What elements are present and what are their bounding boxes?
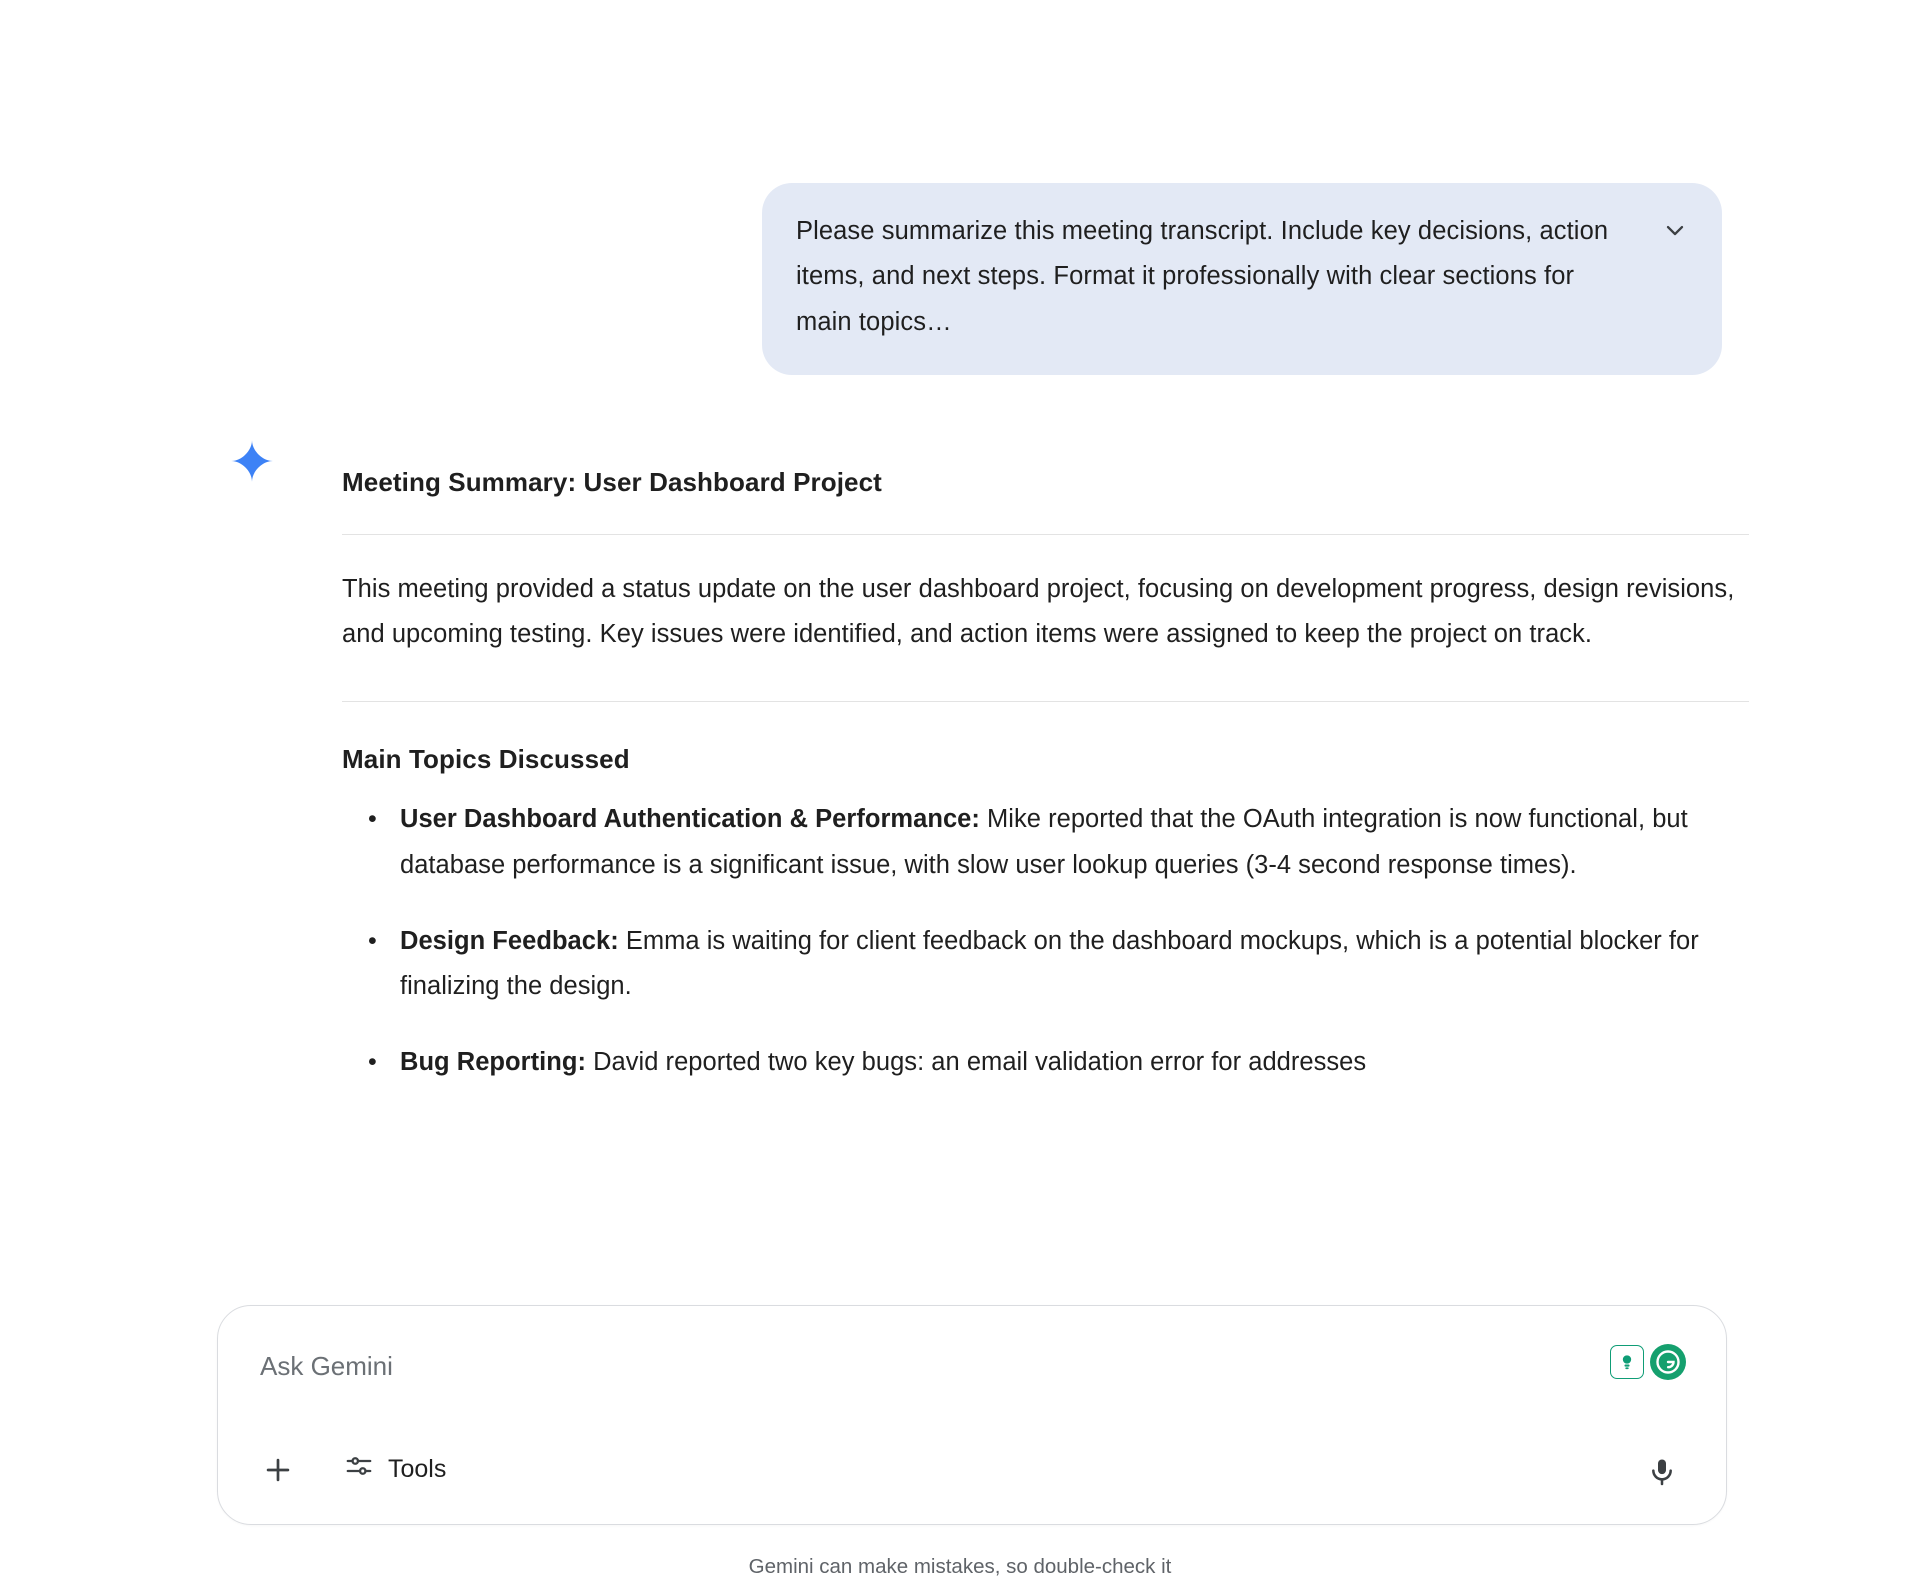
composer-container: [217, 1305, 1727, 1525]
response-overview: This meeting provided a status update on the user dashboard project, focusing on development progress, design revisions, and upcoming testing. Key issues were identified, and action items were assigned to keep the project on track.: [342, 575, 1735, 649]
user-message-row: [0, 0, 1920, 375]
tools-label: Tools: [388, 1455, 447, 1483]
plus-icon[interactable]: [254, 1446, 302, 1494]
scroll-fade-overlay: [0, 1170, 1920, 1300]
search-input[interactable]: [258, 1350, 1438, 1383]
grammarly-suggestion-icon[interactable]: [1610, 1345, 1644, 1379]
bullet-text: Emma is waiting for client feedback on the dashboard mockups, which is a potential blocker for finalizing the design.: [400, 926, 1699, 1001]
user-message-text: Please summarize this meeting transcript. Include key decisions, action items, and next steps. Format it professionally with clear sections for main topics…: [796, 217, 1609, 336]
bullet-lead: User Dashboard Authentication & Performance:: [400, 805, 980, 834]
chevron-down-icon[interactable]: [1658, 213, 1692, 247]
assistant-response-body: [342, 437, 1750, 1115]
bullet-lead: Design Feedback:: [400, 926, 619, 955]
bullet-text: David reported two key bugs: an email validation error for addresses: [585, 1047, 1367, 1076]
assistant-message-row: [0, 375, 1920, 1115]
divider-bottom: [342, 701, 1749, 702]
tools-button[interactable]: [332, 1443, 458, 1496]
section-heading-main-topics: Main Topics Discussed: [342, 744, 630, 775]
bullet-text: Mike reported that the OAuth integration is now functional, but database performance is a significant issue, with slow user lookup queries (3-4 second response times).: [400, 805, 1688, 880]
grammarly-cluster: [1610, 1344, 1686, 1380]
divider-top: [342, 534, 1749, 535]
tools-sliders-icon: [344, 1451, 374, 1488]
list-item: [400, 1040, 1750, 1086]
list-item: [400, 919, 1750, 1010]
response-title: Meeting Summary: User Dashboard Project: [342, 467, 882, 498]
composer[interactable]: [217, 1305, 1727, 1525]
gemini-sparkle-icon: [228, 437, 276, 1115]
microphone-icon[interactable]: [1638, 1448, 1686, 1496]
bullet-lead: Bug Reporting:: [400, 1047, 586, 1076]
footer-disclaimer: Gemini can make mistakes, so double-check it: [748, 1555, 1172, 1578]
composer-left-tools: [254, 1443, 458, 1496]
user-message-bubble[interactable]: [762, 183, 1722, 375]
list-item: [400, 797, 1750, 888]
main-topics-list: [342, 797, 1750, 1085]
grammarly-logo-icon[interactable]: [1650, 1344, 1686, 1380]
